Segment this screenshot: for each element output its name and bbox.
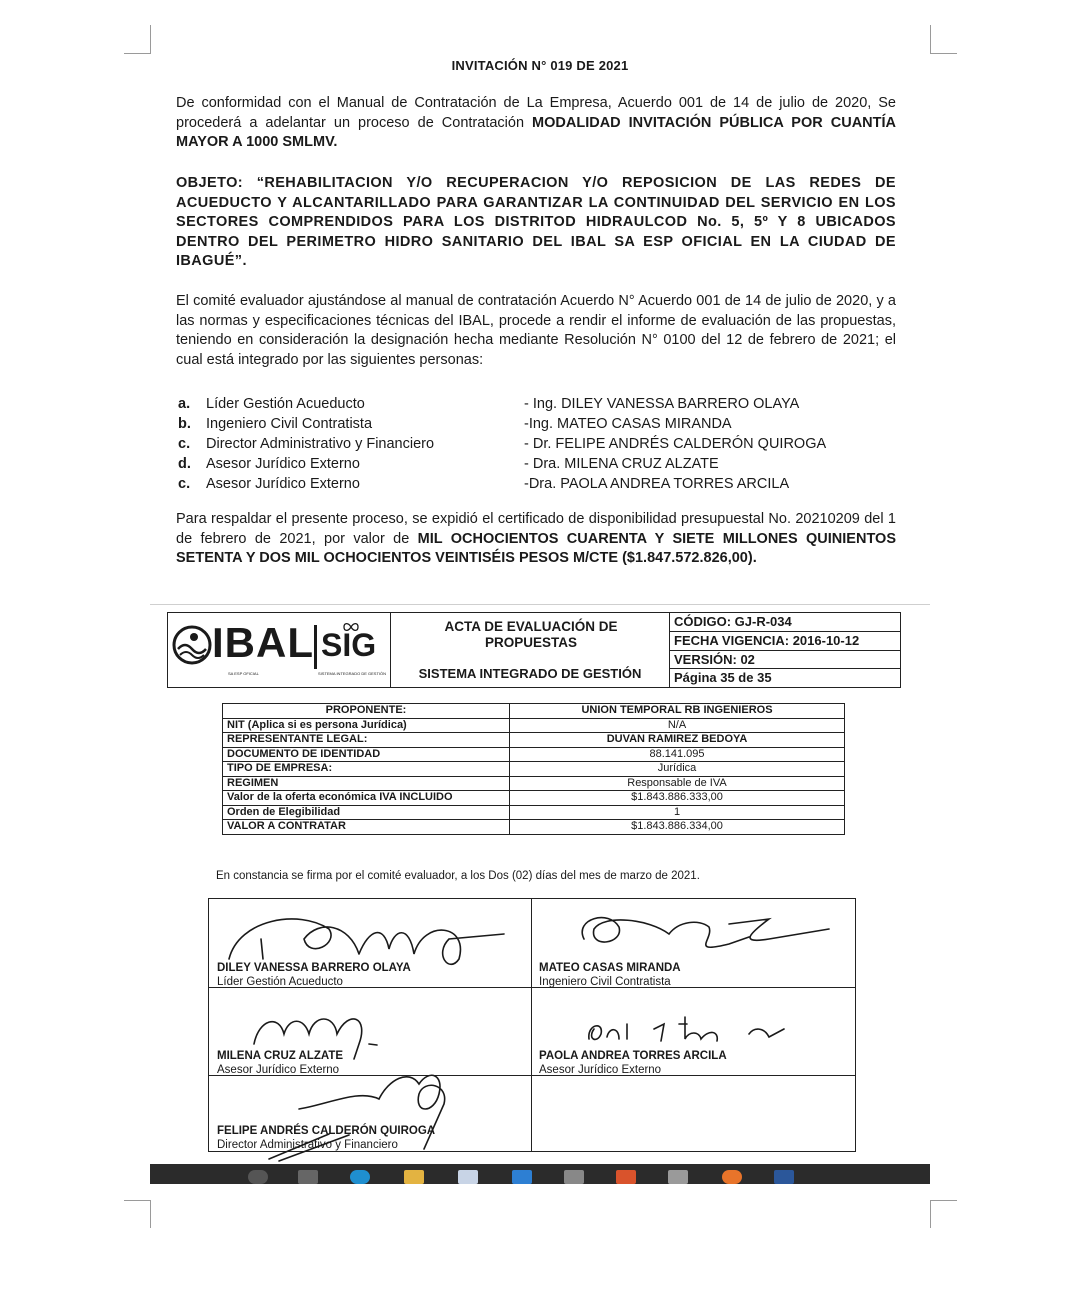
signer-role: Ingeniero Civil Contratista [539, 976, 671, 988]
signature-divider-vertical [531, 899, 532, 1151]
table-header-cell: UNION TEMPORAL RB INGENIEROS [510, 704, 845, 719]
edge-icon[interactable] [350, 1170, 370, 1184]
signer-name: DILEY VANESSA BARRERO OLAYA [217, 962, 411, 974]
signature-diley-stroke [261, 939, 263, 959]
search-icon[interactable] [248, 1170, 268, 1184]
member-name: -Dra. PAOLA ANDREA TORRES ARCILA [524, 476, 790, 492]
member-letter: b. [178, 416, 191, 432]
page-divider [150, 604, 930, 605]
table-key: VALOR A CONTRATAR [223, 820, 510, 835]
crop-mark-top-right-h [930, 53, 957, 54]
form-doc-title: ACTA DE EVALUACIÓN DE PROPUESTAS [444, 619, 618, 650]
logo-separator [314, 625, 317, 669]
logo-ibal-text: IBAL [212, 619, 314, 666]
intro-text: De conformidad con el Manual de Contratación de La Empresa, Acuerdo 001 de 14 de julio de 2020, Se procederá a adelantar un proceso de Contratación [176, 95, 896, 131]
member-name: -Ing. MATEO CASAS MIRANDA [524, 416, 732, 432]
member-letter: d. [178, 456, 191, 472]
member-name: - Dr. FELIPE ANDRÉS CALDERÓN QUIROGA [524, 436, 827, 452]
signature-cell [539, 961, 681, 989]
ibal-logo [168, 613, 391, 687]
table-row [223, 820, 845, 835]
signer-role: Asesor Jurídico Externo [539, 1064, 662, 1076]
budget-paragraph [176, 510, 896, 569]
table-row [223, 733, 845, 748]
office-icon[interactable] [616, 1170, 636, 1184]
table-value: Responsable de IVA [510, 776, 845, 791]
signature-cell [217, 1124, 435, 1152]
member-letter: c. [178, 476, 191, 492]
task-view-icon[interactable] [298, 1170, 318, 1184]
member-role: Asesor Jurídico Externo [206, 476, 360, 492]
table-value: $1.843.886.333,00 [510, 791, 845, 806]
form-code: CÓDIGO: GJ-R-034 [670, 613, 900, 632]
invitation-title: INVITACIÓN N° 019 DE 2021 [451, 58, 629, 73]
table-key: REPRESENTANTE LEGAL: [223, 733, 510, 748]
member-role: Ingeniero Civil Contratista [206, 416, 373, 432]
logo-sub-right: SISTEMA INTEGRADO DE GESTIÓN [318, 671, 387, 676]
table-key: REGIMEN [223, 776, 510, 791]
table-key: NIT (Aplica si es persona Jurídica) [223, 718, 510, 733]
taskbar [150, 1164, 930, 1184]
member-row [178, 474, 858, 494]
signer-role: Líder Gestión Acueducto [217, 976, 343, 988]
budget-text: Para respaldar el presente proceso, se expidió el certificado de disponibilidad presupuestal No. 20210209 del 1 de febrero de 2021, por valor de [176, 511, 896, 547]
folder-icon[interactable] [404, 1170, 424, 1184]
table-header-cell: PROPONENTE: [223, 704, 510, 719]
member-role: Líder Gestión Acueducto [206, 396, 365, 412]
signer-name: MATEO CASAS MIRANDA [539, 962, 681, 974]
member-role: Asesor Jurídico Externo [206, 456, 360, 472]
form-meta-cell [670, 613, 900, 687]
intro-paragraph [176, 94, 896, 153]
table-value: N/A [510, 718, 845, 733]
table-key: Orden de Elegibilidad [223, 805, 510, 820]
signature-mateo [582, 918, 829, 948]
signer-role: Asesor Jurídico Externo [217, 1064, 340, 1076]
member-letter: c. [178, 436, 191, 452]
signature-table [208, 898, 856, 1152]
table-key: TIPO DE EMPRESA: [223, 762, 510, 777]
proposal-table [222, 703, 845, 835]
member-row [178, 394, 858, 414]
signature-cell [217, 961, 411, 989]
signer-name: PAOLA ANDREA TORRES ARCILA [539, 1050, 727, 1062]
form-title-cell [391, 613, 670, 687]
calculator-icon[interactable] [668, 1170, 688, 1184]
table-row [223, 791, 845, 806]
signer-name: MILENA CRUZ ALZATE [217, 1050, 344, 1062]
table-value: $1.843.886.334,00 [510, 820, 845, 835]
ibal-emblem-icon [172, 625, 212, 665]
member-name: - Ing. DILEY VANESSA BARRERO OLAYA [524, 396, 800, 412]
logo-sub-left: SA ESP OFICIAL [228, 671, 259, 676]
crop-mark-bottom-left-v [150, 1200, 151, 1228]
table-header-row [223, 704, 845, 719]
dropbox-icon[interactable] [458, 1170, 478, 1184]
crop-mark-bottom-left-h [124, 1200, 151, 1201]
word-icon[interactable] [774, 1170, 794, 1184]
table-key: DOCUMENTO DE IDENTIDAD [223, 747, 510, 762]
member-row [178, 414, 858, 434]
intro-bold: MODALIDAD INVITACIÓN PÚBLICA POR CUANTÍA MAYOR A 1000 SMLMV. [176, 114, 896, 150]
table-key: Valor de la oferta económica IVA INCLUIDO [223, 791, 510, 806]
form-header [167, 612, 901, 688]
committee-members-list [178, 394, 858, 494]
signature-diley [229, 919, 504, 964]
constancia-text: En constancia se firma por el comité evaluador, a los Dos (02) días del mes de marzo de 2021. [216, 870, 700, 882]
committee-paragraph: El comité evaluador ajustándose al manual de contratación Acuerdo N° Acuerdo 001 de 14 de julio de 2020, y a las normas y especificaciones técnicas del IBAL, procede a rendir el informe de evaluación de las propuestas, teniendo en consideración la designación hecha mediante Resolución N° 0100 del 12 de febrero de 2021; el cual está integrado por las siguientes personas: [176, 293, 896, 368]
app-icon[interactable] [564, 1170, 584, 1184]
firefox-icon[interactable] [722, 1170, 742, 1184]
member-name: - Dra. MILENA CRUZ ALZATE [524, 456, 719, 472]
form-page: Página 35 de 35 [674, 670, 772, 686]
member-letter: a. [178, 396, 191, 412]
crop-mark-bottom-right-v [930, 1200, 931, 1228]
form-version: VERSIÓN: 02 [670, 651, 900, 670]
mail-icon[interactable] [512, 1170, 532, 1184]
table-value: 1 [510, 805, 845, 820]
table-row [223, 762, 845, 777]
table-row [223, 747, 845, 762]
table-row [223, 805, 845, 820]
infinity-icon [343, 621, 359, 633]
objeto-paragraph: OBJETO: “REHABILITACION Y/O RECUPERACION Y/O REPOSICION DE LAS REDES DE ACUEDUCTO Y ALCANTARILLADO PARA GARANTIZAR LA CONTINUIDAD DEL SERVICIO EN LOS SECTORES COMPRENDIDOS PARA LOS DISTRITOD HIDRAULCOD No. 5, 5º Y 8 UBICADOS DENTRO DEL PERIMETRO HIDRO SANITARIO DEL IBAL SA ESP OFICIAL EN LA CIUDAD DE IBAGUÉ”. [176, 175, 896, 269]
budget-bold: MIL OCHOCIENTOS CUARENTA Y SIETE MILLONES QUINIENTOS SETENTA Y DOS MIL OCHOCIENTOS VEINTISÉIS PESOS M/CTE ($1.847.572.826,00). [176, 530, 896, 566]
logo-sig-text: SIG [321, 627, 377, 663]
signature-paola [589, 1017, 784, 1041]
member-row [178, 434, 858, 454]
crop-mark-bottom-right-h [930, 1200, 957, 1201]
table-value: DUVAN RAMIREZ BEDOYA [510, 733, 845, 748]
table-row [223, 776, 845, 791]
form-date: FECHA VIGENCIA: 2016-10-12 [670, 632, 900, 651]
signature-cell [217, 1049, 343, 1077]
table-value: 88.141.095 [510, 747, 845, 762]
crop-mark-top-left-v [150, 25, 151, 53]
form-system-name: SISTEMA INTEGRADO DE GESTIÓN [418, 666, 642, 681]
member-role: Director Administrativo y Financiero [206, 436, 435, 452]
crop-mark-top-left-h [124, 53, 151, 54]
member-row [178, 454, 858, 474]
signature-cell [539, 1049, 727, 1077]
crop-mark-top-right-v [930, 25, 931, 53]
table-row [223, 718, 845, 733]
signer-role: Director Administrativo y Financiero [217, 1139, 398, 1151]
table-value: Jurídica [510, 762, 845, 777]
signer-name: FELIPE ANDRÉS CALDERÓN QUIROGA [217, 1125, 436, 1137]
